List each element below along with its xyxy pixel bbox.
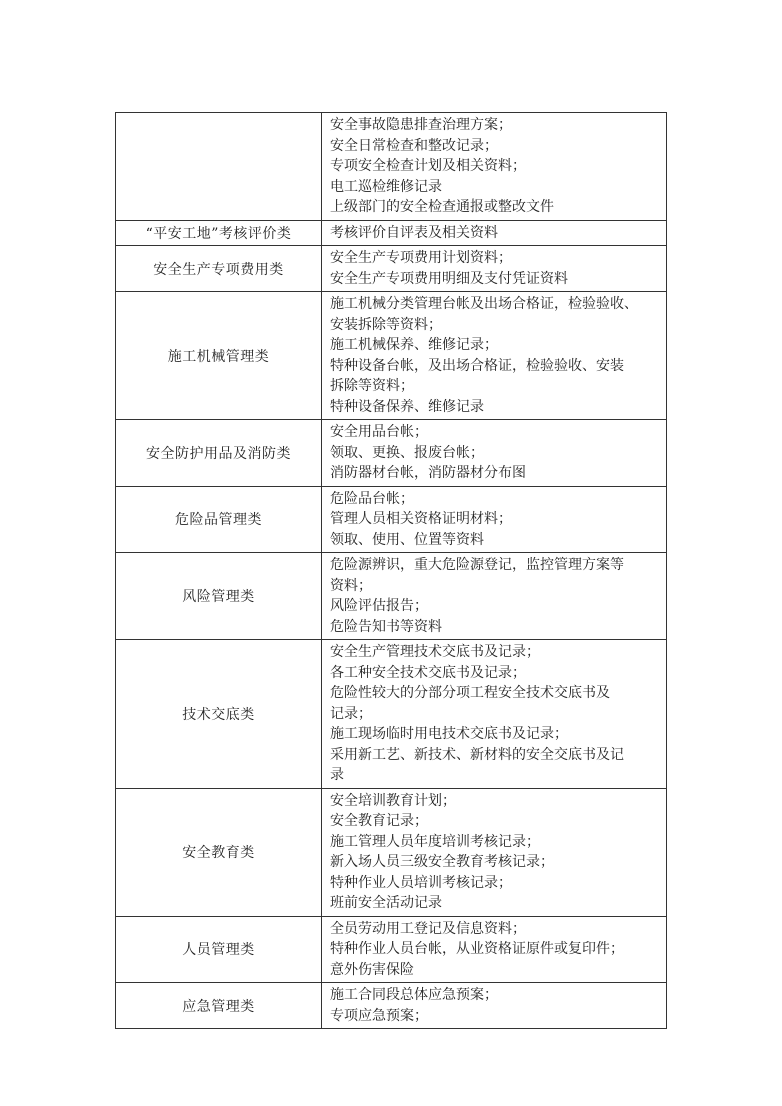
- item-line: 安全生产专项费用明细及支付凭证资料: [330, 270, 568, 287]
- item-line: 领取、使用、位置等资料: [330, 531, 484, 548]
- item-line: 安全事故隐患排查治理方案；: [330, 117, 512, 133]
- item-line: 安全教育记录；: [330, 813, 428, 829]
- table-row: [116, 788, 667, 916]
- table-row: [116, 113, 667, 221]
- category-cell: “平安工地”考核评价类: [116, 220, 322, 246]
- item-line: 施工管理人员年度培训考核记录；: [330, 833, 540, 850]
- items-cell: [322, 788, 667, 916]
- category-cell: 风险管理类: [116, 553, 322, 640]
- item-line: 特种设备台帐，及出场合格证，检验验收、安装: [330, 357, 624, 374]
- table-row: [116, 916, 667, 983]
- item-line: 安全日常检查和整改记录；: [330, 137, 498, 154]
- table-row: [116, 420, 667, 487]
- item-line: 领取、更换、报废台帐；: [330, 444, 484, 461]
- category-cell: 技术交底类: [116, 640, 322, 789]
- items-cell: [322, 220, 667, 246]
- table-row: [116, 246, 667, 292]
- records-table: [115, 112, 667, 1029]
- item-line: 全员劳动用工登记及信息资料；: [330, 920, 526, 937]
- items-cell: [322, 113, 667, 221]
- item-line: 专项应急预案；: [330, 1007, 428, 1024]
- item-line: 风险评估报告；: [330, 598, 428, 614]
- category-cell: [116, 113, 322, 221]
- category-cell: 安全防护用品及消防类: [116, 420, 322, 487]
- item-line: 施工现场临时用电技术交底书及记录；: [330, 726, 568, 742]
- items-cell: [322, 916, 667, 983]
- items-cell: [322, 983, 667, 1029]
- category-cell: 施工机械管理类: [116, 292, 322, 420]
- items-cell: [322, 292, 667, 420]
- item-line: 施工合同段总体应急预案；: [330, 987, 498, 1003]
- item-line: 安全生产管理技术交底书及记录；: [330, 644, 540, 660]
- item-line: 安全用品台帐；: [330, 424, 428, 440]
- item-line: 特种作业人员台帐，从业资格证原件或复印件；: [330, 941, 624, 957]
- item-line: 安装拆除等资料；: [330, 316, 442, 333]
- items-cell: [322, 486, 667, 553]
- item-line: 采用新工艺、新技术、新材料的安全交底书及记: [330, 746, 624, 763]
- items-cell: [322, 553, 667, 640]
- item-line: 意外伤害保险: [330, 961, 414, 978]
- item-line: 资料；: [330, 577, 372, 594]
- table-row: [116, 553, 667, 640]
- item-line: 考核评价自评表及相关资料: [330, 224, 498, 241]
- category-cell: 危险品管理类: [116, 486, 322, 553]
- items-cell: [322, 420, 667, 487]
- table-row: [116, 220, 667, 246]
- item-line: 安全培训教育计划；: [330, 792, 456, 809]
- category-cell: 应急管理类: [116, 983, 322, 1029]
- item-line: 危险源辨识，重大危险源登记，监控管理方案等: [330, 557, 624, 573]
- item-line: 施工机械保养、维修记录；: [330, 337, 498, 353]
- item-line: 危险性较大的分部分项工程安全技术交底书及: [330, 685, 610, 701]
- item-line: 班前安全活动记录: [330, 895, 442, 911]
- item-line: 危险品台帐；: [330, 490, 414, 507]
- item-line: 录: [330, 767, 344, 783]
- item-line: 特种设备保养、维修记录: [330, 398, 484, 415]
- item-line: 记录；: [330, 705, 372, 722]
- category-cell: 人员管理类: [116, 916, 322, 983]
- table-row: [116, 486, 667, 553]
- item-line: 上级部门的安全检查通报或整改文件: [330, 199, 554, 215]
- item-line: 消防器材台帐，消防器材分布图: [330, 465, 526, 481]
- item-line: 新入场人员三级安全教育考核记录；: [330, 854, 554, 870]
- items-cell: [322, 246, 667, 292]
- item-line: 施工机械分类管理台帐及出场合格证，检验验收、: [330, 296, 638, 312]
- item-line: 管理人员相关资格证明材料；: [330, 511, 512, 527]
- item-line: 专项安全检查计划及相关资料；: [330, 158, 526, 174]
- category-cell: 安全教育类: [116, 788, 322, 916]
- item-line: 特种作业人员培训考核记录；: [330, 874, 512, 891]
- items-cell: [322, 640, 667, 789]
- item-line: 拆除等资料；: [330, 378, 414, 394]
- item-line: 危险告知书等资料: [330, 618, 442, 635]
- records-table-body: [116, 113, 667, 1029]
- table-row: [116, 983, 667, 1029]
- item-line: 电工巡检维修记录: [330, 178, 442, 195]
- item-line: 各工种安全技术交底书及记录；: [330, 664, 526, 681]
- category-cell: 安全生产专项费用类: [116, 246, 322, 292]
- table-row: [116, 292, 667, 420]
- table-row: [116, 640, 667, 789]
- item-line: 安全生产专项费用计划资料；: [330, 250, 512, 266]
